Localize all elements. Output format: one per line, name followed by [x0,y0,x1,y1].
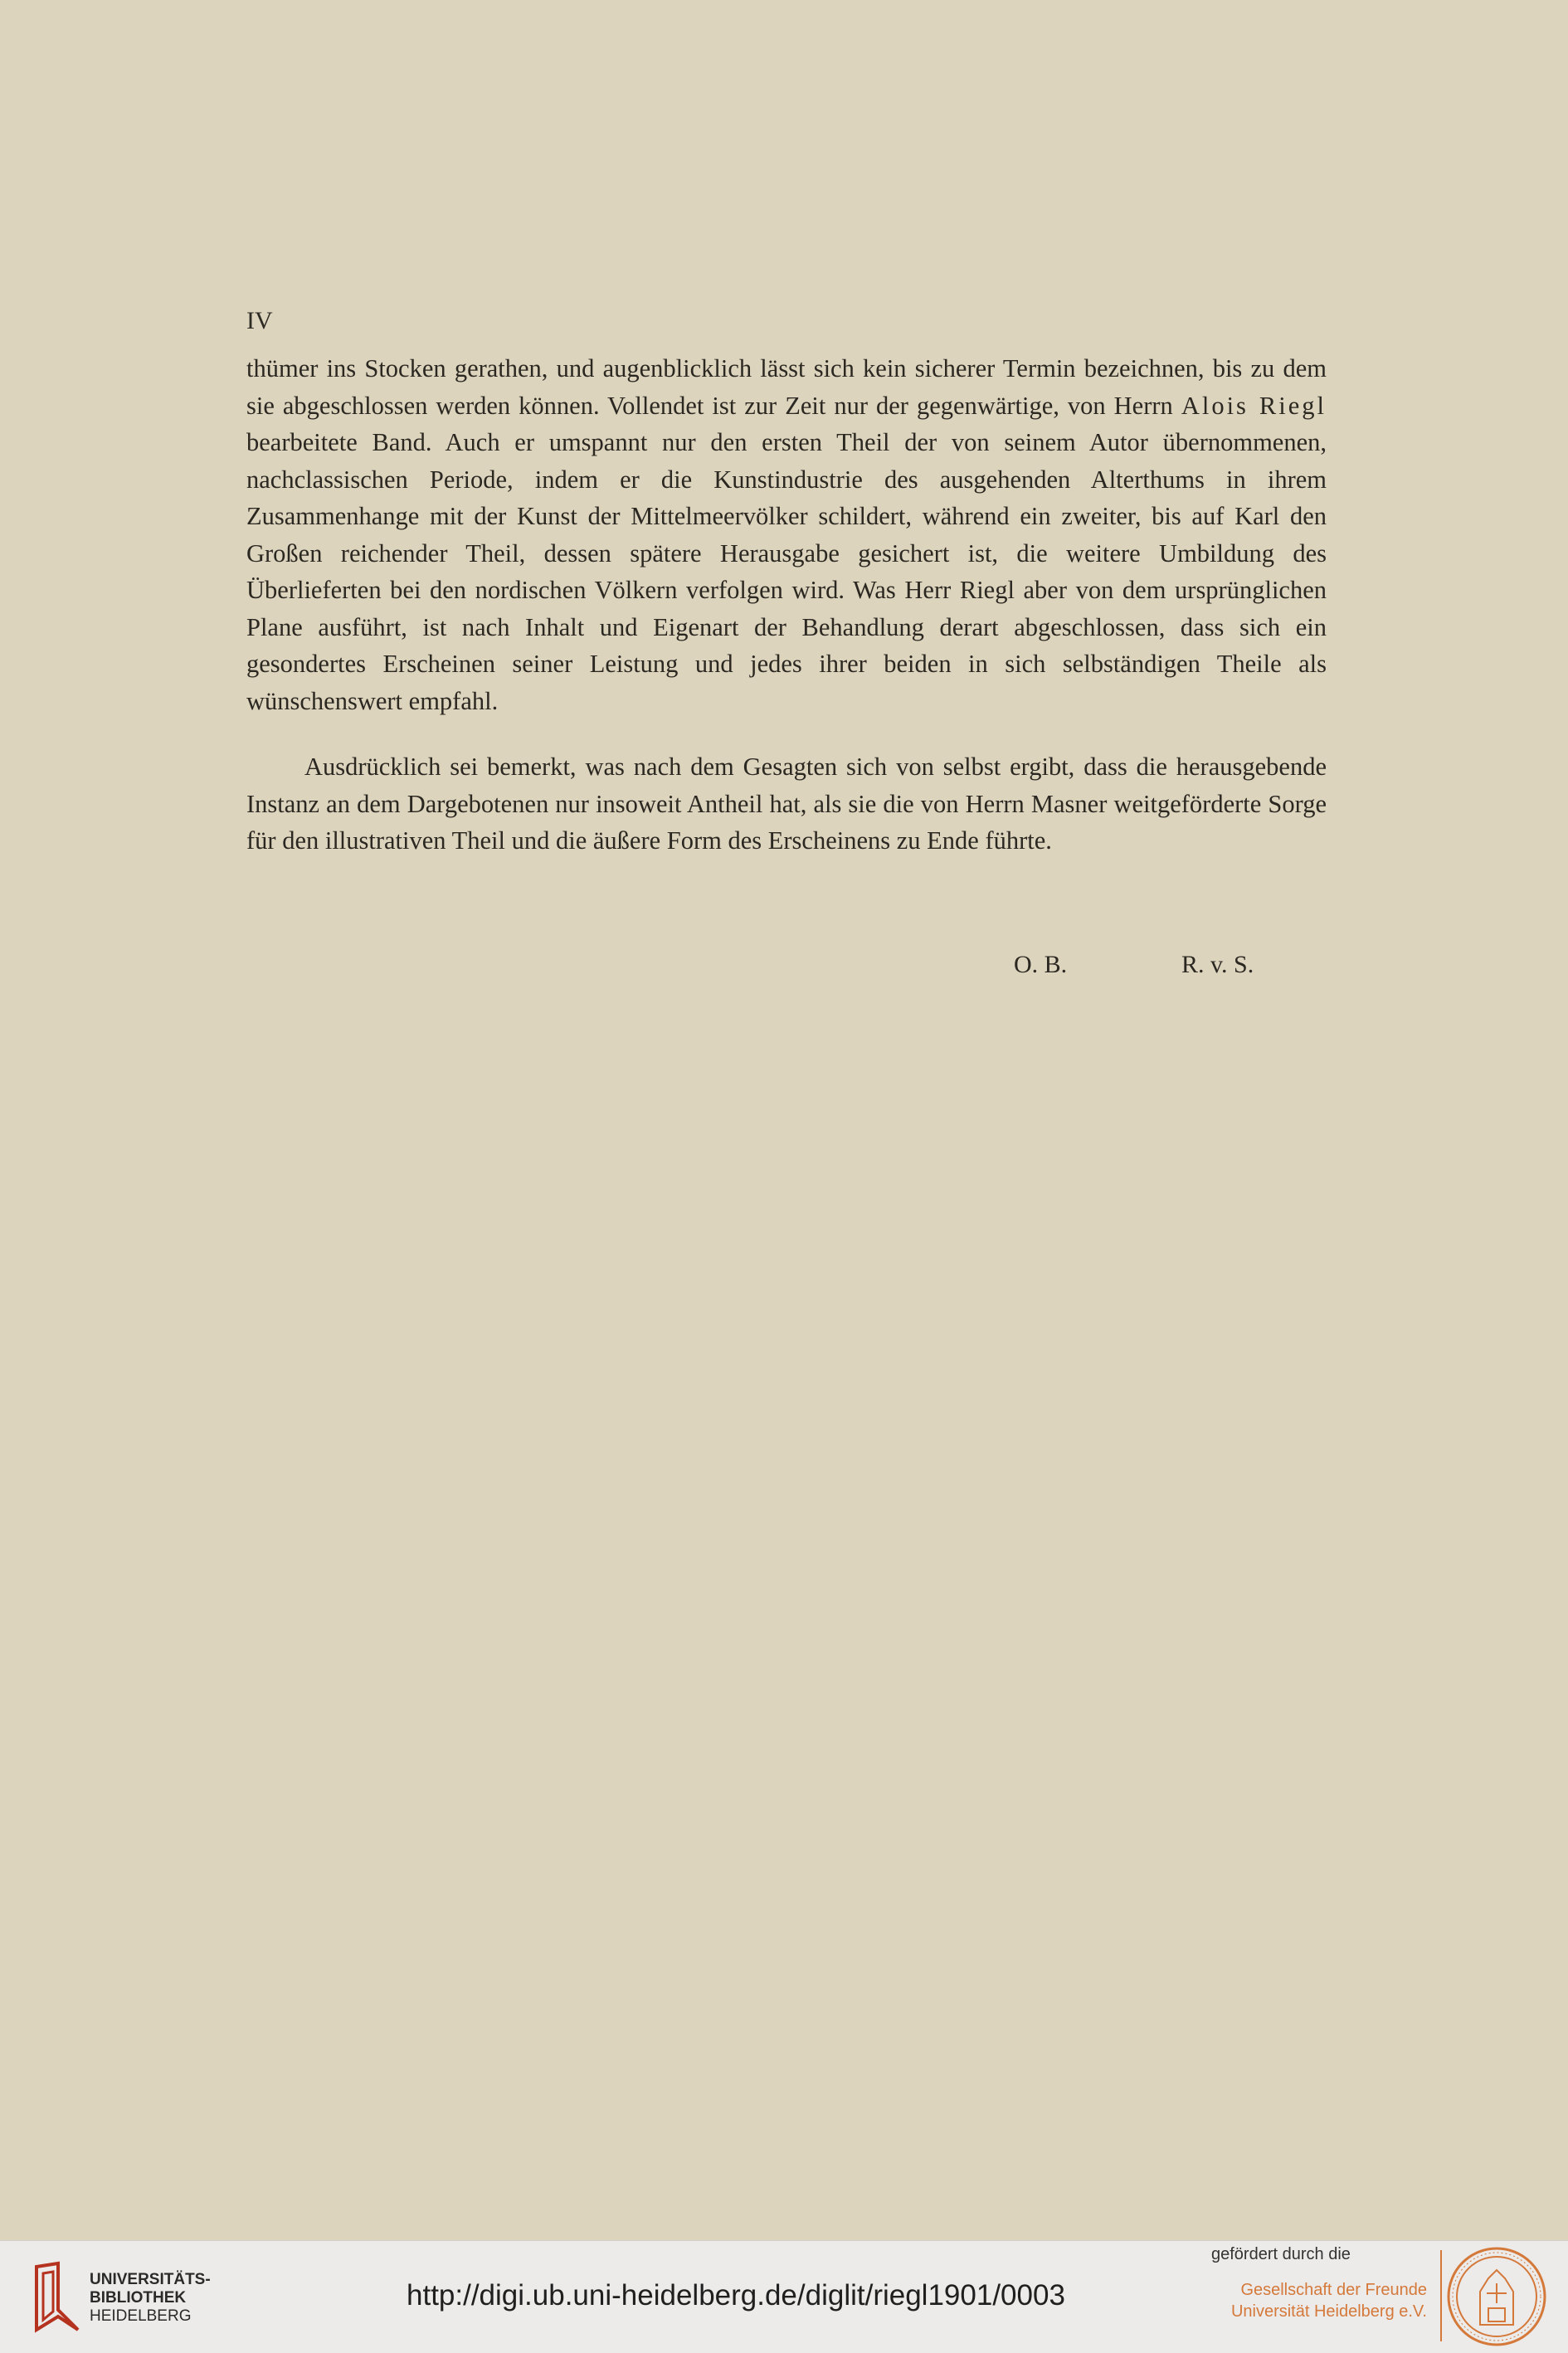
university-seal-icon [1445,2245,1548,2348]
library-name: UNIVERSITÄTS- BIBLIOTHEK HEIDELBERG [90,2271,211,2325]
author-name: Alois Riegl [1181,391,1327,420]
footer-divider [1440,2250,1442,2341]
paragraph-1-part2: bearbeitete Band. Auch er umspannt nur den ersten Theil der von seinem Autor übernommenen, nachclassischen Periode, indem er die Kunstindustrie des ausgehenden Alterthums in ihrem Zusammenhange mit der Kunst der Mittelmeervölker schildert, während ein zweiter, bis auf Karl den Großen reichender Theil, dessen spätere Herausgabe gesichert ist, die weitere Umbildung des Überlieferten bei den nordischen Völkern verfolgen wird. Was Herr Riegl aber von dem ursprünglichen Plane ausführt, ist nach Inhalt und Eigenart der Behandlung derart abgeschlossen, dass sich ein gesondertes Erscheinen seiner Leistung und jedes ihrer beiden in sich selbständigen Theile als wünschenswert empfahl. [246,428,1327,715]
ub-heidelberg-logo-icon [33,2260,81,2333]
signature-rvs: R. v. S. [1181,951,1254,978]
page-number: IV [246,307,273,334]
signature-ob: O. B. [1014,951,1068,978]
paragraph-2: Ausdrücklich sei bemerkt, was nach dem Gesagten sich von selbst ergibt, dass die herausgebende Instanz an dem Dargebotenen nur insoweit Antheil hat, als sie die von Herrn Masner weitgeförderte Sorge für den illustrativen Theil und die äußere Form des Erscheinens zu Ende führte. [246,753,1327,855]
paragraph-1-part1: thümer ins Stocken gerathen, und augenblicklich lässt sich kein sicherer Termin bezeichnen, bis zu dem sie abgeschlossen werden können. Vollendet ist zur Zeit nur der gegenwärtige, von Herrn [246,354,1327,420]
sponsor-name: Gesellschaft der Freunde Universität Heidelberg e.V. [1230,2281,1427,2321]
body-text [246,350,1327,860]
source-url-link[interactable]: http://digi.ub.uni-heidelberg.de/diglit/riegl1901/0003 [407,2279,1065,2312]
paragraph-1 [246,350,1327,719]
sponsor-label: gefördert durch die [1211,2245,1351,2263]
